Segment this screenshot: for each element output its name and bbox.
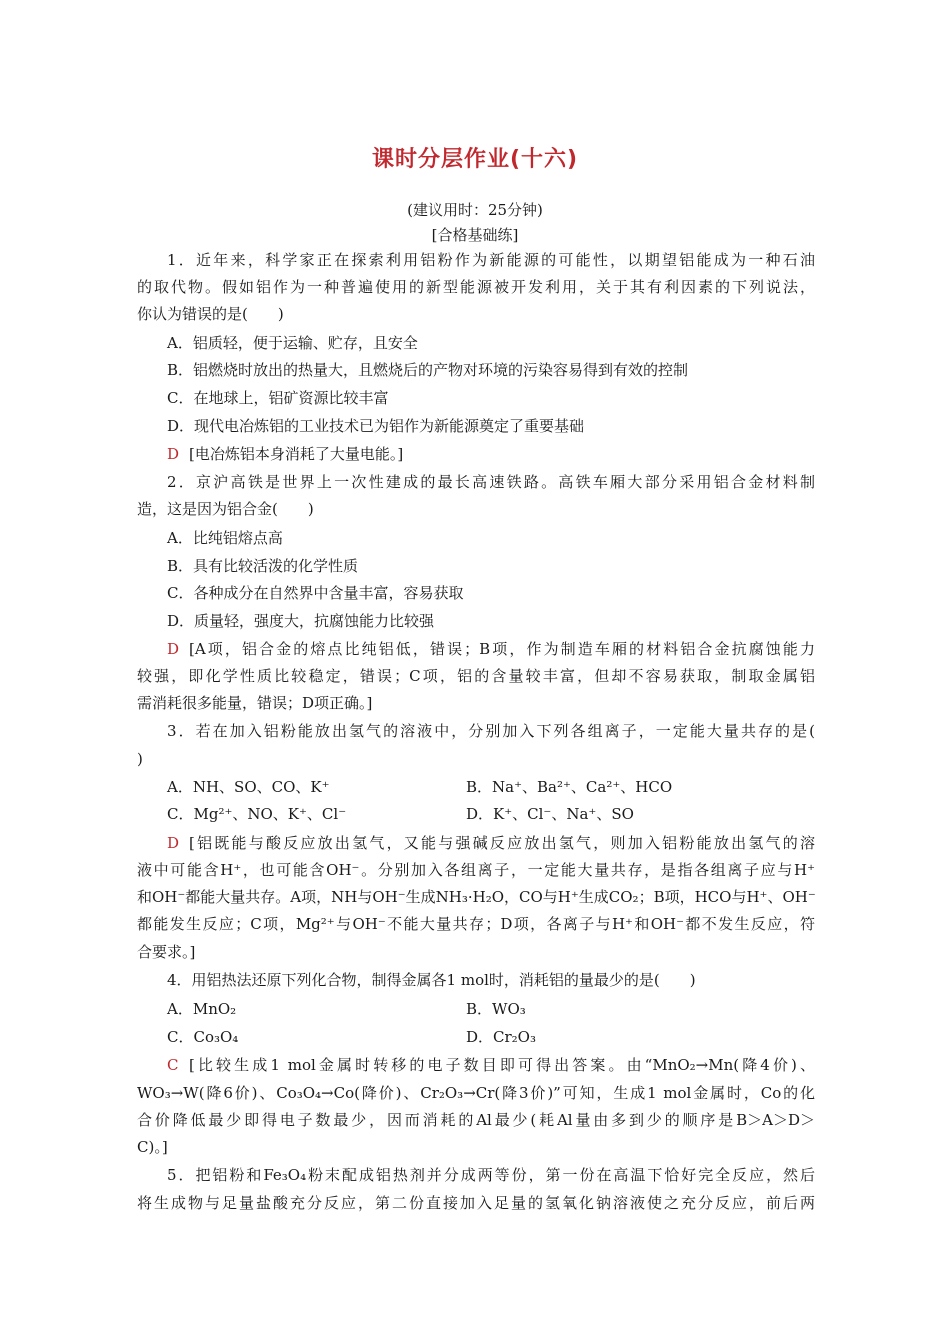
q5-stem-line1: 5．把铝粉和Fe₃O₄粉末配成铝热剂并分成两等份，第一份在高温下恰好完全反应，然后 — [167, 1166, 815, 1184]
answer-letter: D — [167, 640, 180, 658]
q2-stem-line1: 2．京沪高铁是世界上一次性建成的最长高速铁路。高铁车厢大部分采用铝合金材料制 — [167, 473, 815, 491]
q3-option-a: A．NH、SO、CO、K⁺ — [167, 778, 330, 796]
q2-option-b: B．具有比较活泼的化学性质 — [167, 557, 359, 575]
answer-letter: D — [167, 445, 180, 463]
q1-answer — [167, 444, 815, 464]
answer-explanation: [电冶炼铝本身消耗了大量电能。] — [189, 445, 404, 463]
q4-option-d: D．Cr₂O₃ — [466, 1028, 536, 1046]
answer-letter: C — [167, 1056, 179, 1074]
q3-answer-line5: 合要求。] — [137, 943, 196, 961]
q4-answer-line2: WO₃→W(降6价)、Co₃O₄→Co(降价)、Cr₂O₃→Cr(降3价)”可知，生成1 mol金属时，Co的化 — [137, 1084, 815, 1102]
section-heading: [合格基础练] — [431, 226, 519, 244]
q5-stem-line2: 将生成物与足量盐酸充分反应，第二份直接加入足量的氢氧化钠溶液使之充分反应，前后两 — [137, 1194, 815, 1212]
q1-option-a: A．铝质轻，便于运输、贮存，且安全 — [167, 334, 418, 352]
q2-answer-line1 — [167, 639, 815, 659]
q3-answer-line1 — [167, 833, 815, 853]
suggested-time: (建议用时：25分钟) — [407, 201, 543, 219]
answer-letter: D — [167, 834, 180, 852]
answer-explanation: [比较生成1 mol金属时转移的电子数目即可得出答案。由“MnO₂→Mn(降4价)、 — [189, 1056, 815, 1074]
q1-option-b: B．铝燃烧时放出的热量大，且燃烧后的产物对环境的污染容易得到有效的控制 — [167, 361, 689, 379]
q3-option-c: C．Mg²⁺、NO、K⁺、Cl⁻ — [167, 805, 347, 823]
q4-stem: 4．用铝热法还原下列化合物，制得金属各1 mol时，消耗铝的量最少的是( ) — [167, 971, 696, 989]
q2-answer-line3: 需消耗很多能量，错误；D项正确。] — [137, 694, 373, 712]
q3-stem-line1: 3．若在加入铝粉能放出氢气的溶液中，分别加入下列各组离子，一定能大量共存的是( — [167, 722, 815, 740]
q4-answer-line3: 合价降低最少即得电子数最少，因而消耗的Al最少(耗Al量由多到少的顺序是B＞A＞D＞ — [137, 1111, 815, 1129]
page-title: 课时分层作业(十六) — [371, 147, 579, 172]
q4-option-c: C．Co₃O₄ — [167, 1028, 239, 1046]
q4-option-b: B．WO₃ — [466, 1000, 526, 1018]
q4-answer-line1 — [167, 1055, 815, 1075]
q3-answer-line3: 和OH⁻都能大量共存。A项，NH与OH⁻生成NH₃·H₂O，CO与H⁺生成CO₂；B项，HCO与H⁺、OH⁻ — [137, 888, 816, 906]
q2-option-d: D．质量轻，强度大，抗腐蚀能力比较强 — [167, 612, 435, 630]
q2-option-a: A．比纯铝熔点高 — [167, 529, 283, 547]
q4-option-a: A．MnO₂ — [167, 1000, 237, 1018]
answer-explanation: [A项，铝合金的熔点比纯铝低，错误；B项，作为制造车厢的材料铝合金抗腐蚀能力 — [189, 640, 815, 658]
q1-stem-line3: 你认为错误的是( ) — [137, 305, 284, 323]
q3-option-b: B．Na⁺、Ba²⁺、Ca²⁺、HCO — [466, 778, 673, 796]
answer-explanation: [铝既能与酸反应放出氢气，又能与强碱反应放出氢气，则加入铝粉能放出氢气的溶 — [189, 834, 815, 852]
q1-stem-line1: 1．近年来，科学家正在探索利用铝粉作为新能源的可能性，以期望铝能成为一种石油 — [167, 251, 815, 269]
q3-option-d: D．K⁺、Cl⁻、Na⁺、SO — [466, 805, 634, 823]
q2-answer-line2: 较强，即化学性质比较稳定，错误；C项，铝的含量较丰富，但却不容易获取，制取金属铝 — [137, 667, 815, 685]
q3-answer-line2: 液中可能含H⁺，也可能含OH⁻。分别加入各组离子，一定能大量共存，是指各组离子应与H⁺ — [137, 861, 815, 879]
q3-stem-line2: ) — [137, 750, 143, 768]
q4-answer-line4: C)。] — [137, 1138, 168, 1156]
q1-option-d: D．现代电冶炼铝的工业技术已为铝作为新能源奠定了重要基础 — [167, 417, 585, 435]
q2-stem-line2: 造，这是因为铝合金( ) — [137, 500, 314, 518]
q1-option-c: C．在地球上，铝矿资源比较丰富 — [167, 389, 389, 407]
q3-answer-line4: 都能发生反应；C项，Mg²⁺与OH⁻不能大量共存；D项，各离子与H⁺和OH⁻都不发生反应，符 — [137, 915, 815, 933]
q2-option-c: C．各种成分在自然界中含量丰富，容易获取 — [167, 584, 464, 602]
q1-stem-line2: 的取代物。假如铝作为一种普遍使用的新型能源被开发利用，关于其有利因素的下列说法， — [137, 278, 815, 296]
